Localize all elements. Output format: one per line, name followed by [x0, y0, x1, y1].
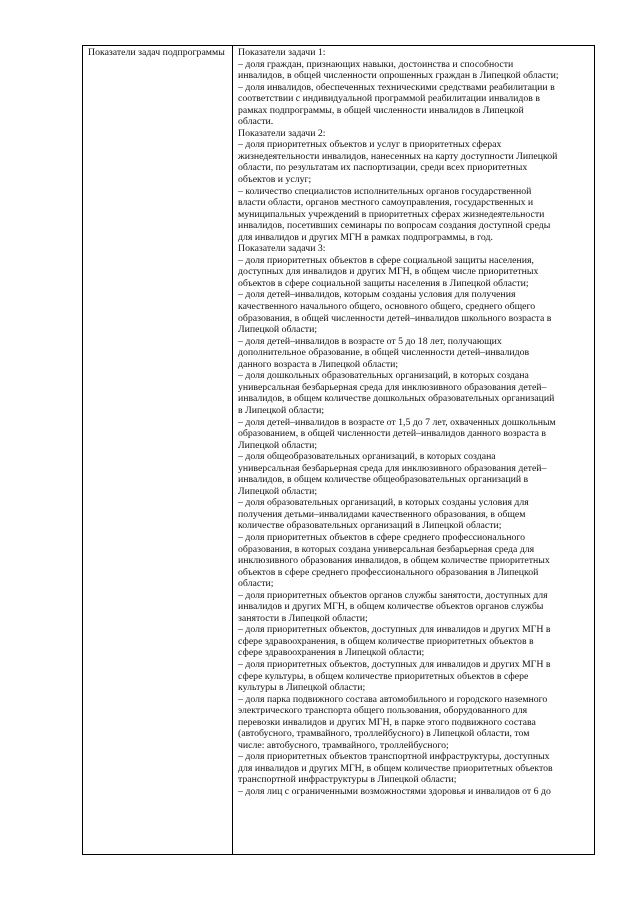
text-line: – доля образовательных организаций, в которых созданы условия для [238, 497, 529, 509]
text-line: муниципальных учреждений в приоритетных сферах жизнедеятельности [238, 208, 545, 220]
text-line: в Липецкой области; [238, 404, 325, 416]
text-line: инвалидов, посетивших семинары по вопросам создания доступной среды [238, 220, 551, 232]
table-row [83, 46, 595, 855]
text-line: инвалидов, в общем количестве дошкольных образовательных организаций [238, 393, 555, 405]
text-line: образования, в общей численности детей–инвалидов школьного возраста в [238, 312, 552, 324]
text-line: рамках подпрограммы, в общей численности инвалидов в Липецкой [238, 104, 524, 116]
text-line: – доля детей–инвалидов в возрасте от 1,5 до 7 лет, охваченных дошкольным [238, 416, 556, 428]
row-label: Показатели задач подпрограммы [88, 47, 225, 58]
text-line: получения детьми–инвалидами качественного образования, в общем [238, 508, 526, 520]
text-line: – доля приоритетных объектов транспортной инфраструктуры, доступных [238, 751, 550, 763]
text-line: для инвалидов и других МГН в рамках подпрограммы, в год. [238, 231, 493, 243]
text-line: Показатели задачи 2: [238, 127, 326, 139]
text-line: инвалидов, в общей численности опрошенных граждан в Липецкой области; [238, 70, 559, 82]
text-line: сфере здравоохранения в Липецкой области; [238, 647, 425, 659]
text-line: универсальная безбарьерная среда для инклюзивного образования детей– [238, 381, 547, 393]
text-line: сфере здравоохранения, в общем количестве приоритетных объектов в [238, 635, 534, 647]
text-line: качественного начального общего, основного общего, среднего общего [238, 301, 536, 313]
text-line: (автобусного, трамвайного, троллейбусного) в Липецкой области, том [238, 728, 530, 740]
text-line: культуры в Липецкой области; [238, 682, 366, 694]
text-line: соответствии с индивидуальной программой реабилитации инвалидов в [238, 93, 540, 105]
text-line: инвалидов, в общем количестве общеобразовательных организаций в [238, 474, 529, 486]
text-line: электрического транспорта общего пользования, оборудованного для [238, 705, 528, 717]
text-line: области, по результатам их паспортизации, среди всех приоритетных [238, 162, 528, 174]
text-line: дополнительное образование, в общей численности детей–инвалидов [238, 347, 530, 359]
text-line: – доля дошкольных образовательных организаций, в которых создана [238, 370, 529, 382]
text-line: – доля парка подвижного состава автомобильного и городского наземного [238, 693, 548, 705]
text-line: – доля приоритетных объектов в сфере среднего профессионального [238, 531, 526, 543]
text-line: – количество специалистов исполнительных органов государственной [238, 185, 532, 197]
text-line: количестве образовательных организаций в Липецкой области; [238, 520, 502, 532]
text-line: объектов и услуг; [238, 174, 312, 186]
text-line: жизнедеятельности инвалидов, нанесенных на карту доступности Липецкой [238, 150, 558, 162]
text-line: сфере культуры, в общем количестве приоритетных объектов в сфере [238, 670, 529, 682]
text-line: – доля приоритетных объектов в сфере социальной защиты населения, [238, 254, 534, 266]
text-line: области. [238, 116, 274, 128]
text-line: универсальная безбарьерная среда для инклюзивного образования детей– [238, 462, 547, 474]
text-line: – доля общеобразовательных организаций, в которых создана [238, 451, 496, 463]
text-line: числе: автобусного, трамвайного, троллейбусного; [238, 739, 449, 751]
text-line: – доля лиц с ограниченными возможностями здоровья и инвалидов от 6 до [238, 786, 551, 797]
text-line: транспортной инфраструктуры в Липецкой области; [238, 774, 457, 786]
text-line: области; [238, 578, 274, 590]
label-cell [83, 46, 233, 855]
content-cell [233, 46, 595, 855]
text-line: – доля приоритетных объектов и услуг в приоритетных сферах [238, 139, 502, 151]
text-line: для инвалидов и других МГН, в общем количестве приоритетных объектов [238, 762, 553, 774]
text-line: – доля граждан, признающих навыки, достоинства и способности [238, 58, 514, 70]
text-line: объектов в сфере среднего профессионального образования в Липецкой [238, 566, 539, 578]
text-line: Показатели задачи 1: [238, 47, 326, 58]
text-line: Липецкой области; [238, 439, 318, 451]
text-line: Показатели задачи 3: [238, 243, 326, 255]
indicator-text [233, 46, 594, 798]
text-line: – доля приоритетных объектов, доступных для инвалидов и других МГН в [238, 624, 551, 636]
text-line: Липецкой области; [238, 485, 318, 497]
text-line: данного возраста в Липецкой области; [238, 358, 399, 370]
text-line: – доля приоритетных объектов, доступных для инвалидов и других МГН в [238, 658, 551, 670]
text-line: занятости в Липецкой области; [238, 612, 368, 624]
text-line: образованием, в общей численности детей–инвалидов данного возраста в [238, 428, 547, 440]
text-line: инклюзивного образования инвалидов, в общем количестве приоритетных [238, 555, 550, 567]
text-line: – доля инвалидов, обеспеченных техническими средствами реабилитации в [238, 81, 555, 93]
text-line: Липецкой области; [238, 324, 318, 336]
text-line: перевозки инвалидов и других МГН, в парке этого подвижного состава [238, 716, 536, 728]
text-line: объектов в сфере социальной защиты населения в Липецкой области; [238, 277, 529, 289]
text-line: образования, в которых создана универсальная безбарьерная среда для [238, 543, 535, 555]
text-line: власти области, органов местного самоуправления, государственных и [238, 197, 534, 209]
text-line: – доля приоритетных объектов органов службы занятости, доступных для [238, 589, 548, 601]
program-indicators-table [82, 45, 595, 855]
text-line: инвалидов и других МГН, в общем количестве объектов органов службы [238, 601, 544, 613]
text-line: – доля детей–инвалидов в возрасте от 5 до 18 лет, получающих [238, 335, 502, 347]
text-line: доступных для инвалидов и других МГН, в общем числе приоритетных [238, 266, 539, 278]
text-line: – доля детей–инвалидов, которым созданы условия для получения [238, 289, 516, 301]
